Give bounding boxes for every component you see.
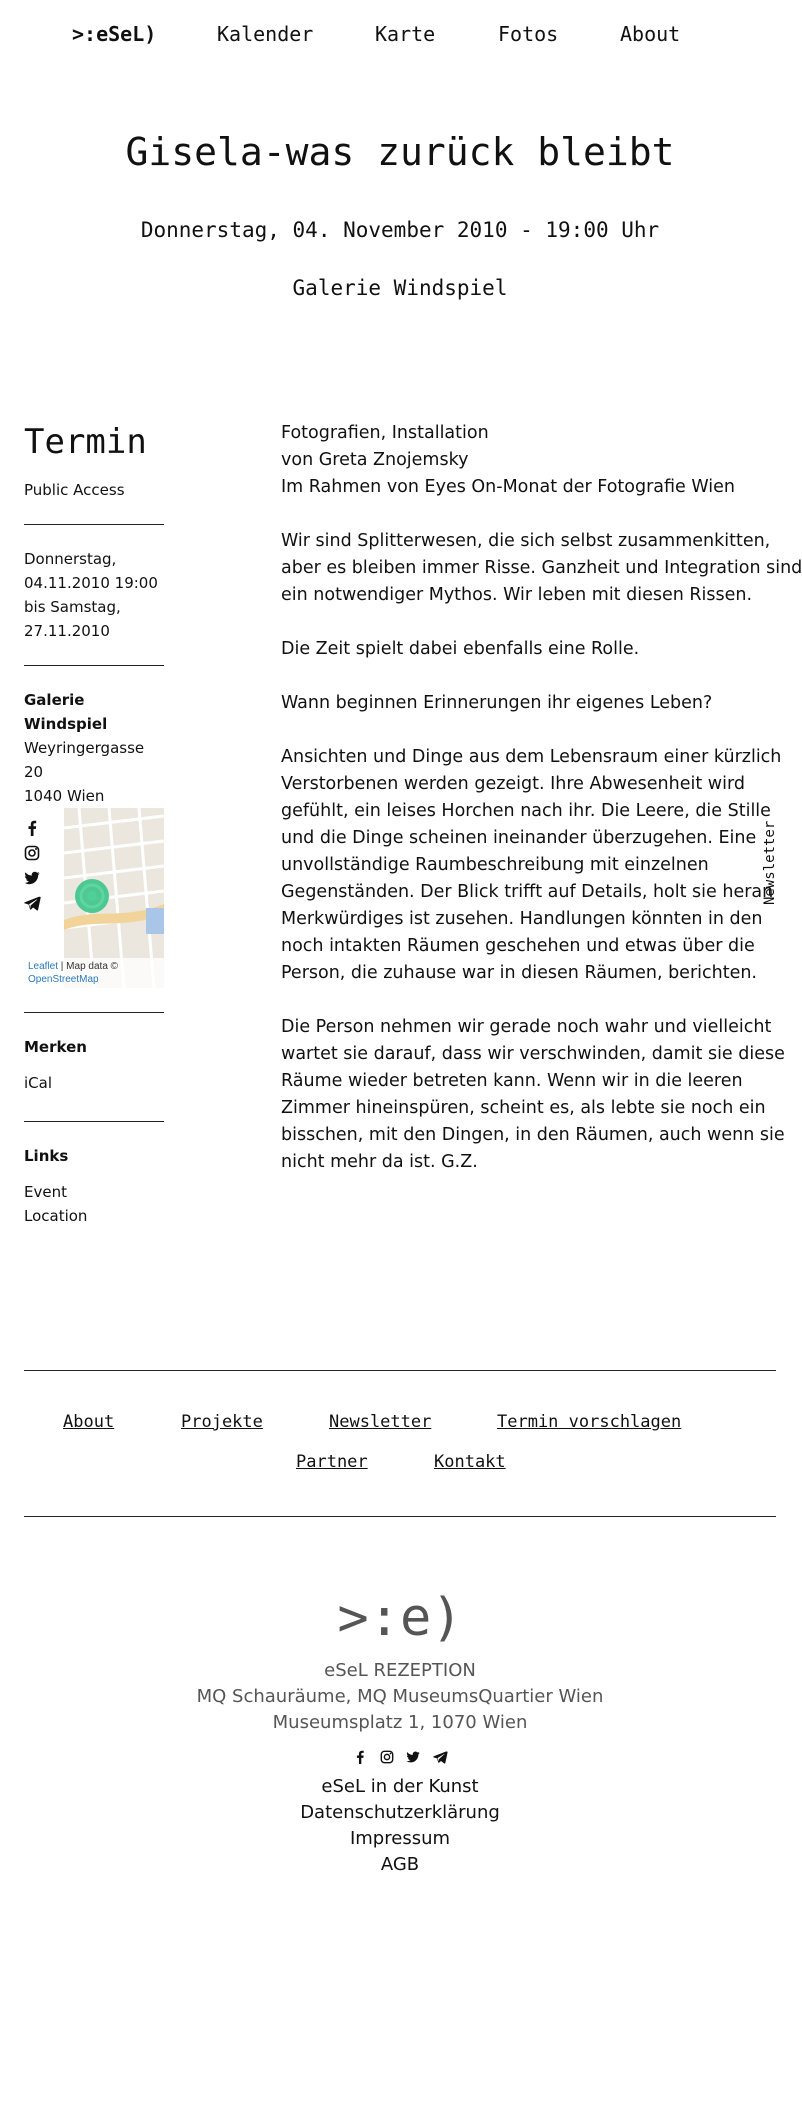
location-link[interactable]: Location <box>24 1207 88 1225</box>
address-line: 20 <box>24 763 44 781</box>
instagram-icon[interactable] <box>380 1750 394 1764</box>
footer-link-termin-vorschlagen[interactable]: Termin vorschlagen <box>497 1412 682 1432</box>
footer-divider <box>24 1516 776 1517</box>
nav-kalender[interactable]: Kalender <box>217 22 314 46</box>
text-line: Verstorbenen werden gezeigt. Ihre Abwesenheit wird <box>281 774 745 794</box>
newsletter-tab[interactable]: Newsletter <box>762 820 778 905</box>
location-map[interactable] <box>28 808 164 988</box>
address-line: Weyringergasse <box>24 739 145 757</box>
event-date: Donnerstag, 04. November 2010 - 19:00 Uhr <box>140 218 660 242</box>
footer-logo[interactable]: >:e) <box>337 1588 463 1648</box>
instagram-icon[interactable] <box>24 845 40 861</box>
footer-link-impressum[interactable]: Impressum <box>349 1828 451 1849</box>
nav-karte[interactable]: Karte <box>375 22 436 46</box>
sidebar <box>24 422 164 808</box>
footer-link-datenschutz[interactable]: Datenschutzerklärung <box>300 1802 500 1823</box>
text-line: Im Rahmen von Eyes On-Monat der Fotografie Wien <box>281 477 736 497</box>
attribution-text: | Map data © <box>58 961 119 972</box>
text-line: Fotografien, Installation <box>281 423 489 443</box>
address-line: 1040 Wien <box>24 787 105 805</box>
text-line: Merkwürdiges ist zusehen. Handlungen könnten in den <box>281 909 763 929</box>
text-line: bisschen, mit den Dingen, in den Räumen, auch wenn sie <box>281 1125 785 1145</box>
footer-link-newsletter[interactable]: Newsletter <box>329 1412 432 1432</box>
footer-address: Museumsplatz 1, 1070 Wien <box>272 1712 528 1733</box>
event-link[interactable]: Event <box>24 1183 67 1201</box>
facebook-icon[interactable] <box>353 1750 367 1764</box>
text-line: Person, die zuhause war in diesen Räumen, berichten. <box>281 963 757 983</box>
text-line: gefühlt, ein leises Horchen nach ihr. Die Leere, die Stille <box>281 801 771 821</box>
telegram-icon[interactable] <box>433 1750 447 1764</box>
text-line: Wir sind Splitterwesen, die sich selbst zusammenkitten, <box>281 531 771 551</box>
footer-link-agb[interactable]: AGB <box>380 1854 420 1875</box>
date-line: 04.11.2010 19:00 <box>24 574 158 592</box>
paragraph <box>281 528 802 609</box>
intro-paragraph <box>281 420 771 501</box>
paragraph <box>281 744 782 987</box>
text-line: Ansichten und Dinge aus dem Lebensraum einer kürzlich <box>281 747 782 767</box>
footer-link-about[interactable]: About <box>63 1412 115 1432</box>
event-description <box>281 420 802 1203</box>
merken-heading: Merken <box>24 1038 87 1056</box>
sidebar-heading: Termin <box>24 422 147 462</box>
text-line: Zimmer hineinspüren, scheint es, als lebte sie noch ein <box>281 1098 766 1118</box>
telegram-icon[interactable] <box>24 895 40 911</box>
twitter-icon[interactable] <box>24 870 40 886</box>
venue-name[interactable]: Galerie Windspiel <box>24 691 108 733</box>
date-line: bis Samstag, <box>24 598 121 616</box>
text-line: unvollständige Raumbeschreibung mit einzelnen <box>281 855 709 875</box>
nav-fotos[interactable]: Fotos <box>498 22 559 46</box>
event-dates <box>24 547 164 643</box>
footer-address: MQ Schauräume, MQ MuseumsQuartier Wien <box>196 1686 604 1707</box>
venue-social-icons <box>24 820 48 920</box>
date-line: 27.11.2010 <box>24 622 110 640</box>
osm-link[interactable]: OpenStreetMap <box>28 974 99 985</box>
footer-info <box>0 1588 800 1878</box>
text-line: Gegenständen. Der Blick trifft auf Details, holt sie heran <box>281 882 774 902</box>
event-venue[interactable]: Galerie Windspiel <box>292 276 508 300</box>
footer-link-esel-kunst[interactable]: eSeL in der Kunst <box>321 1776 479 1797</box>
footer-navigation <box>0 1412 800 1492</box>
twitter-icon[interactable] <box>406 1750 420 1764</box>
top-navigation <box>0 22 800 52</box>
text-line: ein notwendiger Mythos. Wir leben mit diesen Rissen. <box>281 585 753 605</box>
text-line: aber es bleiben immer Risse. Ganzheit und Integration sind <box>281 558 802 578</box>
text-line: nicht mehr da ist. G.Z. <box>281 1152 478 1172</box>
access-label: Public Access <box>24 481 125 499</box>
site-logo[interactable]: >:eSeL) <box>72 22 157 46</box>
text-line: von Greta Znojemsky <box>281 450 469 470</box>
text-line: wartet sie darauf, dass wir verschwinden, damit sie diese <box>281 1044 785 1064</box>
leaflet-link[interactable]: Leaflet <box>28 961 59 972</box>
page-title: Gisela-was zurück bleibt <box>125 130 675 174</box>
footer-link-kontakt[interactable]: Kontakt <box>434 1452 506 1472</box>
links-heading: Links <box>24 1147 69 1165</box>
footer-link-projekte[interactable]: Projekte <box>181 1412 263 1432</box>
text-line: Die Person nehmen wir gerade noch wahr und vielleicht <box>281 1017 772 1037</box>
sidebar-lower <box>24 1012 164 1228</box>
footer-org: eSeL REZEPTION <box>324 1660 476 1681</box>
ical-link[interactable]: iCal <box>24 1074 53 1092</box>
nav-about[interactable]: About <box>620 22 681 46</box>
map-attribution <box>24 958 164 988</box>
text-line: Räume wieder betreten kann. Wenn wir in die leeren <box>281 1071 743 1091</box>
paragraph: Die Zeit spielt dabei ebenfalls eine Rolle. <box>281 639 640 659</box>
facebook-icon[interactable] <box>24 820 40 836</box>
paragraph <box>281 1014 785 1176</box>
footer-social-icons <box>0 1748 800 1766</box>
text-line: und die Dinge scheinen ineinander überzugehen. Eine <box>281 828 757 848</box>
paragraph: Wann beginnen Erinnerungen ihr eigenes Leben? <box>281 693 713 713</box>
event-header <box>0 130 800 300</box>
text-line: noch intakten Räumen geschehen und etwas über die <box>281 936 755 956</box>
footer-link-partner[interactable]: Partner <box>296 1452 368 1472</box>
footer-divider <box>24 1370 776 1371</box>
date-line: Donnerstag, <box>24 550 117 568</box>
